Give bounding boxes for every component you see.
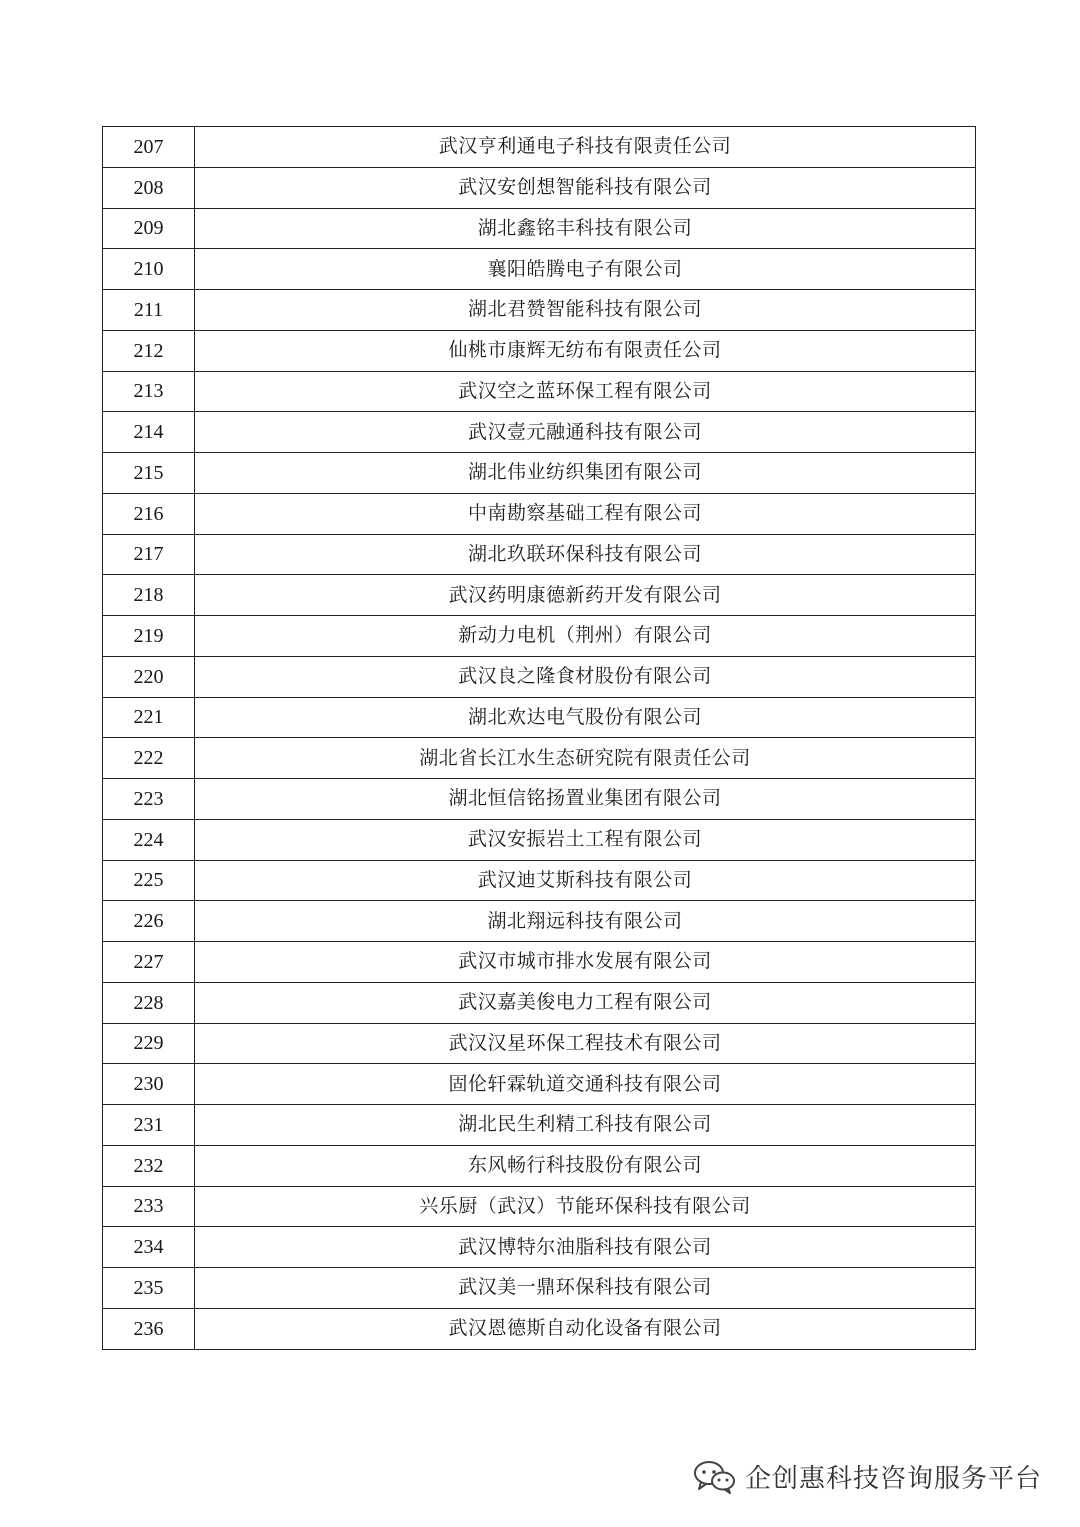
company-name-cell: 武汉迪艾斯科技有限公司: [195, 860, 976, 901]
table-row: [103, 412, 976, 453]
company-list-table: [102, 126, 976, 1350]
table-row: [103, 1064, 976, 1105]
table-row: [103, 534, 976, 575]
table-row: [103, 493, 976, 534]
company-name-cell: 武汉恩德斯自动化设备有限公司: [195, 1308, 976, 1349]
row-number-cell: 214: [103, 412, 195, 453]
company-name-cell: 湖北恒信铭扬置业集团有限公司: [195, 779, 976, 820]
table-row: [103, 1227, 976, 1268]
watermark-text: 企创惠科技咨询服务平台: [744, 1464, 1042, 1494]
row-number-cell: 210: [103, 249, 195, 290]
table-row: [103, 1023, 976, 1064]
row-number-cell: 235: [103, 1268, 195, 1309]
row-number-cell: 211: [103, 290, 195, 331]
row-number-cell: 212: [103, 330, 195, 371]
company-name-cell: 武汉安振岩土工程有限公司: [195, 819, 976, 860]
table-row: [103, 942, 976, 983]
company-name-cell: 武汉空之蓝环保工程有限公司: [195, 371, 976, 412]
row-number-cell: 218: [103, 575, 195, 616]
company-name-cell: 东风畅行科技股份有限公司: [195, 1145, 976, 1186]
watermark: [693, 1458, 1042, 1495]
table-row: [103, 697, 976, 738]
company-name-cell: 武汉博特尔油脂科技有限公司: [195, 1227, 976, 1268]
table-row: [103, 371, 976, 412]
table-row: [103, 1145, 976, 1186]
row-number-cell: 209: [103, 208, 195, 249]
table-row: [103, 249, 976, 290]
company-name-cell: 武汉良之隆食材股份有限公司: [195, 656, 976, 697]
row-number-cell: 207: [103, 127, 195, 168]
company-name-cell: 湖北欢达电气股份有限公司: [195, 697, 976, 738]
row-number-cell: 234: [103, 1227, 195, 1268]
table-row: [103, 1186, 976, 1227]
table-row: [103, 167, 976, 208]
row-number-cell: 213: [103, 371, 195, 412]
company-name-cell: 武汉嘉美俊电力工程有限公司: [195, 982, 976, 1023]
company-name-cell: 湖北省长江水生态研究院有限责任公司: [195, 738, 976, 779]
wechat-icon: [693, 1460, 737, 1494]
table-row: [103, 127, 976, 168]
table-row: [103, 453, 976, 494]
table-row: [103, 656, 976, 697]
row-number-cell: 229: [103, 1023, 195, 1064]
row-number-cell: 208: [103, 167, 195, 208]
table-row: [103, 901, 976, 942]
row-number-cell: 217: [103, 534, 195, 575]
table-row: [103, 575, 976, 616]
company-name-cell: 中南勘察基础工程有限公司: [195, 493, 976, 534]
row-number-cell: 226: [103, 901, 195, 942]
row-number-cell: 227: [103, 942, 195, 983]
row-number-cell: 222: [103, 738, 195, 779]
row-number-cell: 219: [103, 616, 195, 657]
table-row: [103, 616, 976, 657]
company-name-cell: 武汉汉星环保工程技术有限公司: [195, 1023, 976, 1064]
company-name-cell: 武汉美一鼎环保科技有限公司: [195, 1268, 976, 1309]
table-row: [103, 1105, 976, 1146]
company-name-cell: 兴乐厨（武汉）节能环保科技有限公司: [195, 1186, 976, 1227]
company-name-cell: 湖北鑫铭丰科技有限公司: [195, 208, 976, 249]
company-name-cell: 武汉亨利通电子科技有限责任公司: [195, 127, 976, 168]
row-number-cell: 236: [103, 1308, 195, 1349]
row-number-cell: 221: [103, 697, 195, 738]
company-name-cell: 武汉安创想智能科技有限公司: [195, 167, 976, 208]
row-number-cell: 230: [103, 1064, 195, 1105]
row-number-cell: 223: [103, 779, 195, 820]
company-name-cell: 仙桃市康辉无纺布有限责任公司: [195, 330, 976, 371]
table-row: [103, 290, 976, 331]
company-name-cell: 湖北玖联环保科技有限公司: [195, 534, 976, 575]
table-row: [103, 330, 976, 371]
row-number-cell: 224: [103, 819, 195, 860]
row-number-cell: 232: [103, 1145, 195, 1186]
row-number-cell: 233: [103, 1186, 195, 1227]
company-name-cell: 湖北翔远科技有限公司: [195, 901, 976, 942]
company-name-cell: 湖北伟业纺织集团有限公司: [195, 453, 976, 494]
row-number-cell: 231: [103, 1105, 195, 1146]
table-row: [103, 982, 976, 1023]
table-row: [103, 208, 976, 249]
company-name-cell: 固伦轩霖轨道交通科技有限公司: [195, 1064, 976, 1105]
table-row: [103, 1308, 976, 1349]
row-number-cell: 216: [103, 493, 195, 534]
company-name-cell: 武汉药明康德新药开发有限公司: [195, 575, 976, 616]
company-name-cell: 新动力电机（荆州）有限公司: [195, 616, 976, 657]
company-name-cell: 武汉市城市排水发展有限公司: [195, 942, 976, 983]
company-name-cell: 湖北民生利精工科技有限公司: [195, 1105, 976, 1146]
company-name-cell: 湖北君赞智能科技有限公司: [195, 290, 976, 331]
company-name-cell: 襄阳皓腾电子有限公司: [195, 249, 976, 290]
table-row: [103, 779, 976, 820]
table-row: [103, 860, 976, 901]
company-name-cell: 武汉壹元融通科技有限公司: [195, 412, 976, 453]
row-number-cell: 228: [103, 982, 195, 1023]
row-number-cell: 220: [103, 656, 195, 697]
table-row: [103, 819, 976, 860]
table-row: [103, 738, 976, 779]
table-body: [103, 127, 976, 1350]
table-row: [103, 1268, 976, 1309]
row-number-cell: 225: [103, 860, 195, 901]
row-number-cell: 215: [103, 453, 195, 494]
